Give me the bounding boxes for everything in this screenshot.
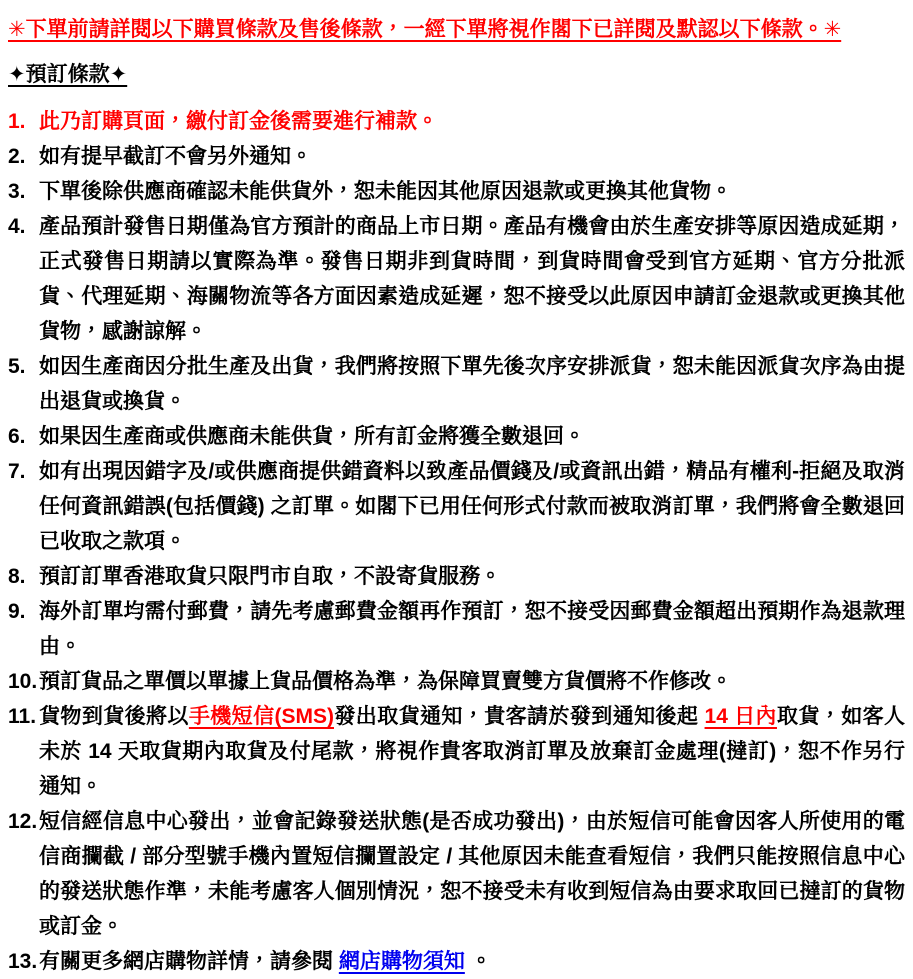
term-text: 如果因生產商或供應商未能供貨，所有訂金將獲全數退回。 xyxy=(39,425,585,448)
term-number: 6. xyxy=(8,425,26,448)
term-number: 4. xyxy=(8,215,26,238)
term-text: 預訂訂單香港取貨只限門市自取，不設寄貨服務。 xyxy=(39,565,501,588)
term-item-5 xyxy=(8,349,905,419)
term-item-12 xyxy=(8,804,905,944)
term-number: 2. xyxy=(8,145,26,168)
term-item-3 xyxy=(8,174,905,209)
term-number: 1. xyxy=(8,110,26,133)
pickup-deadline-highlight: 14 日內 xyxy=(704,705,777,728)
term-number: 13. xyxy=(8,950,38,973)
term-text: 預訂貨品之單價以單據上貨品價格為準，為保障買賣雙方貨價將不作修改。 xyxy=(39,670,732,693)
section-title-text: ✦預訂條款✦ xyxy=(8,63,128,86)
term-segment: 取貨，如客人未於 14 天取貨期內取貨及付尾款，將視作貴客取消訂單及放棄訂金處理(撻訂)，恕不作另行通知。 xyxy=(39,705,906,798)
term-item-13 xyxy=(8,944,905,979)
term-text xyxy=(39,944,905,979)
term-item-8 xyxy=(8,559,905,594)
term-item-4 xyxy=(8,209,905,349)
term-number: 10. xyxy=(8,670,38,693)
term-item-7 xyxy=(8,454,905,559)
term-text: 下單後除供應商確認未能供貨外，恕未能因其他原因退款或更換其他貨物。 xyxy=(39,180,732,203)
term-item-10 xyxy=(8,664,905,699)
term-segment: 有關更多網店購物詳情，請參閱 xyxy=(39,950,339,973)
section-title-preorder-terms xyxy=(8,58,905,91)
store-shopping-guide-link[interactable]: 網店購物須知 xyxy=(338,950,465,973)
term-number: 12. xyxy=(8,810,38,833)
term-text: 產品預計發售日期僅為官方預計的商品上市日期。產品有機會由於生產安排等原因造成延期，正式發售日期請以實際為準。發售日期非到貨時間，到貨時間會受到官方延期、官方分批派貨、代理延期、海關物流等各方面因素造成延遲，恕不接受以此原因申請訂金退款或更換其他貨物，感謝諒解。 xyxy=(39,215,905,343)
purchase-notice-header: ✳下單前請詳閱以下購買條款及售後條款，一經下單將視作閣下已詳閱及默認以下條款。✳ xyxy=(8,18,842,41)
terms-list xyxy=(8,104,905,979)
term-number: 9. xyxy=(8,600,26,623)
term-number: 11. xyxy=(8,705,37,728)
term-text: 此乃訂購頁面，繳付訂金後需要進行補款。 xyxy=(39,110,438,133)
term-text: 短信經信息中心發出，並會記錄發送狀態(是否成功發出)，由於短信可能會因客人所使用的電信商攔截 / 部分型號手機內置短信攔置設定 / 其他原因未能查看短信，我們只能按照信息中心的發送狀態作準，未能考慮客人個別情況，恕不接受未有收到短信為由要求取回已撻訂的貨物或訂金。 xyxy=(39,810,905,938)
term-item-1 xyxy=(8,104,905,139)
term-number: 8. xyxy=(8,565,26,588)
term-text: 如有提早截訂不會另外通知。 xyxy=(39,145,312,168)
term-segment: 發出取貨通知，貴客請於發到通知後起 xyxy=(333,705,705,728)
term-number: 5. xyxy=(8,355,26,378)
term-text: 如因生產商因分批生產及出貨，我們將按照下單先後次序安排派貨，恕未能因派貨次序為由提出退貨或換貨。 xyxy=(39,355,905,413)
term-item-11 xyxy=(8,699,905,804)
term-number: 7. xyxy=(8,460,26,483)
term-text xyxy=(39,699,905,804)
term-text: 如有出現因錯字及/或供應商提供錯資料以致產品價錢及/或資訊出錯，精品有權利-拒絕及取消任何資訊錯誤(包括價錢) 之訂單。如閣下已用任何形式付款而被取消訂單，我們將會全數退回已收取之款項。 xyxy=(39,460,905,553)
term-item-6 xyxy=(8,419,905,454)
term-item-2 xyxy=(8,139,905,174)
term-number: 3. xyxy=(8,180,26,203)
term-segment: 貨物到貨後將以 xyxy=(39,705,189,728)
sms-pickup-notice-highlight: 手機短信(SMS) xyxy=(188,705,334,728)
term-item-9 xyxy=(8,594,905,664)
term-text: 海外訂單均需付郵費，請先考慮郵費金額再作預訂，恕不接受因郵費金額超出預期作為退款理由。 xyxy=(39,600,905,658)
term-segment: 。 xyxy=(464,950,492,973)
